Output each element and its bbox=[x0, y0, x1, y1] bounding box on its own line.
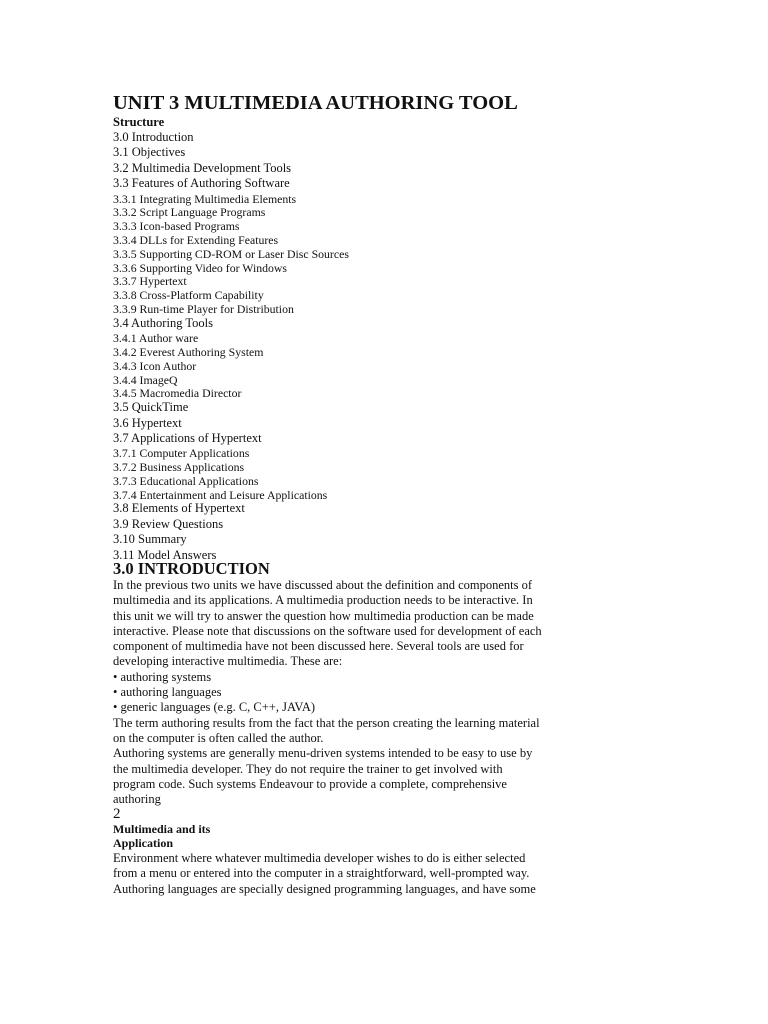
toc-item: 3.8 Elements of Hypertext bbox=[113, 501, 245, 516]
intro-text-line: The term authoring results from the fact that the person creating the learning material bbox=[113, 715, 540, 730]
toc-item: 3.3.3 Icon-based Programs bbox=[113, 219, 240, 234]
toc-item: 3.7.4 Entertainment and Leisure Applications bbox=[113, 487, 328, 502]
toc-item: 3.11 Model Answers bbox=[113, 547, 217, 562]
running-header-line-1: Multimedia and its bbox=[113, 822, 211, 836]
continued-text-line: Authoring languages are specially designed programming languages, and have some bbox=[113, 881, 536, 896]
toc-item: 3.3.8 Cross-Platform Capability bbox=[113, 288, 264, 303]
toc-item: 3.3.2 Script Language Programs bbox=[113, 205, 266, 220]
toc-item: 3.4.1 Author ware bbox=[113, 331, 199, 346]
intro-text-line: Authoring systems are generally menu-driven systems intended to be easy to use by bbox=[113, 746, 533, 761]
toc-item: 3.4 Authoring Tools bbox=[113, 315, 213, 330]
running-header-line-2: Application bbox=[113, 836, 174, 850]
table-of-contents bbox=[113, 130, 349, 563]
toc-item: 3.5 QuickTime bbox=[113, 400, 189, 415]
toc-item: 3.4.2 Everest Authoring System bbox=[113, 344, 264, 359]
toc-item: 3.3 Features of Authoring Software bbox=[113, 176, 290, 191]
intro-text-line: multimedia and its applications. A multimedia production needs to be interactive. In bbox=[113, 593, 533, 608]
intro-text-line: • authoring languages bbox=[113, 685, 222, 700]
page-number: 2 bbox=[113, 806, 121, 822]
toc-item: 3.7.1 Computer Applications bbox=[113, 446, 250, 461]
intro-text-line: the multimedia developer. They do not require the trainer to get involved with bbox=[113, 761, 503, 776]
intro-text-line: developing interactive multimedia. These are: bbox=[113, 654, 343, 669]
toc-item: 3.3.4 DLLs for Extending Features bbox=[113, 232, 279, 247]
toc-item: 3.3.7 Hypertext bbox=[113, 274, 187, 289]
intro-text-line: on the computer is often called the author. bbox=[113, 730, 324, 745]
intro-text-line: In the previous two units we have discussed about the definition and components of bbox=[113, 578, 533, 592]
toc-item: 3.3.1 Integrating Multimedia Elements bbox=[113, 191, 297, 206]
document-title: UNIT 3 MULTIMEDIA AUTHORING TOOL bbox=[113, 92, 518, 114]
toc-item: 3.4.4 ImageQ bbox=[113, 372, 178, 387]
introduction-body bbox=[113, 578, 542, 807]
intro-text-line: • authoring systems bbox=[113, 669, 212, 684]
toc-item: 3.4.3 Icon Author bbox=[113, 358, 197, 373]
intro-text-line: • generic languages (e.g. C, C++, JAVA) bbox=[113, 700, 316, 715]
toc-item: 3.1 Objectives bbox=[113, 145, 186, 160]
toc-item: 3.7 Applications of Hypertext bbox=[113, 430, 262, 445]
intro-text-line: this unit we will try to answer the question how multimedia production can be made bbox=[113, 608, 534, 623]
intro-text-line: interactive. Please note that discussions on the software used for development of each bbox=[113, 623, 542, 638]
toc-item: 3.3.6 Supporting Video for Windows bbox=[113, 260, 288, 275]
toc-item: 3.3.5 Supporting CD-ROM or Laser Disc Sources bbox=[113, 246, 349, 261]
toc-item: 3.6 Hypertext bbox=[113, 415, 182, 430]
continued-text-line: Environment where whatever multimedia developer wishes to do is either selected bbox=[113, 851, 526, 865]
intro-text-line: program code. Such systems Endeavour to provide a complete, comprehensive bbox=[113, 776, 507, 791]
toc-item: 3.3.9 Run-time Player for Distribution bbox=[113, 301, 294, 316]
toc-item: 3.10 Summary bbox=[113, 532, 187, 547]
toc-item: 3.2 Multimedia Development Tools bbox=[113, 160, 292, 175]
continued-body bbox=[113, 851, 536, 897]
continued-text-line: from a menu or entered into the computer in a straightforward, well-prompted way. bbox=[113, 866, 530, 881]
toc-item: 3.9 Review Questions bbox=[113, 516, 224, 531]
intro-text-line: authoring bbox=[113, 792, 161, 807]
introduction-heading: 3.0 INTRODUCTION bbox=[113, 559, 270, 578]
toc-item: 3.7.2 Business Applications bbox=[113, 460, 245, 475]
intro-text-line: component of multimedia have not been discussed here. Several tools are used for bbox=[113, 639, 524, 654]
structure-heading: Structure bbox=[113, 115, 165, 129]
toc-item: 3.4.5 Macromedia Director bbox=[113, 386, 242, 401]
toc-item: 3.7.3 Educational Applications bbox=[113, 473, 259, 488]
toc-item: 3.0 Introduction bbox=[113, 130, 194, 144]
